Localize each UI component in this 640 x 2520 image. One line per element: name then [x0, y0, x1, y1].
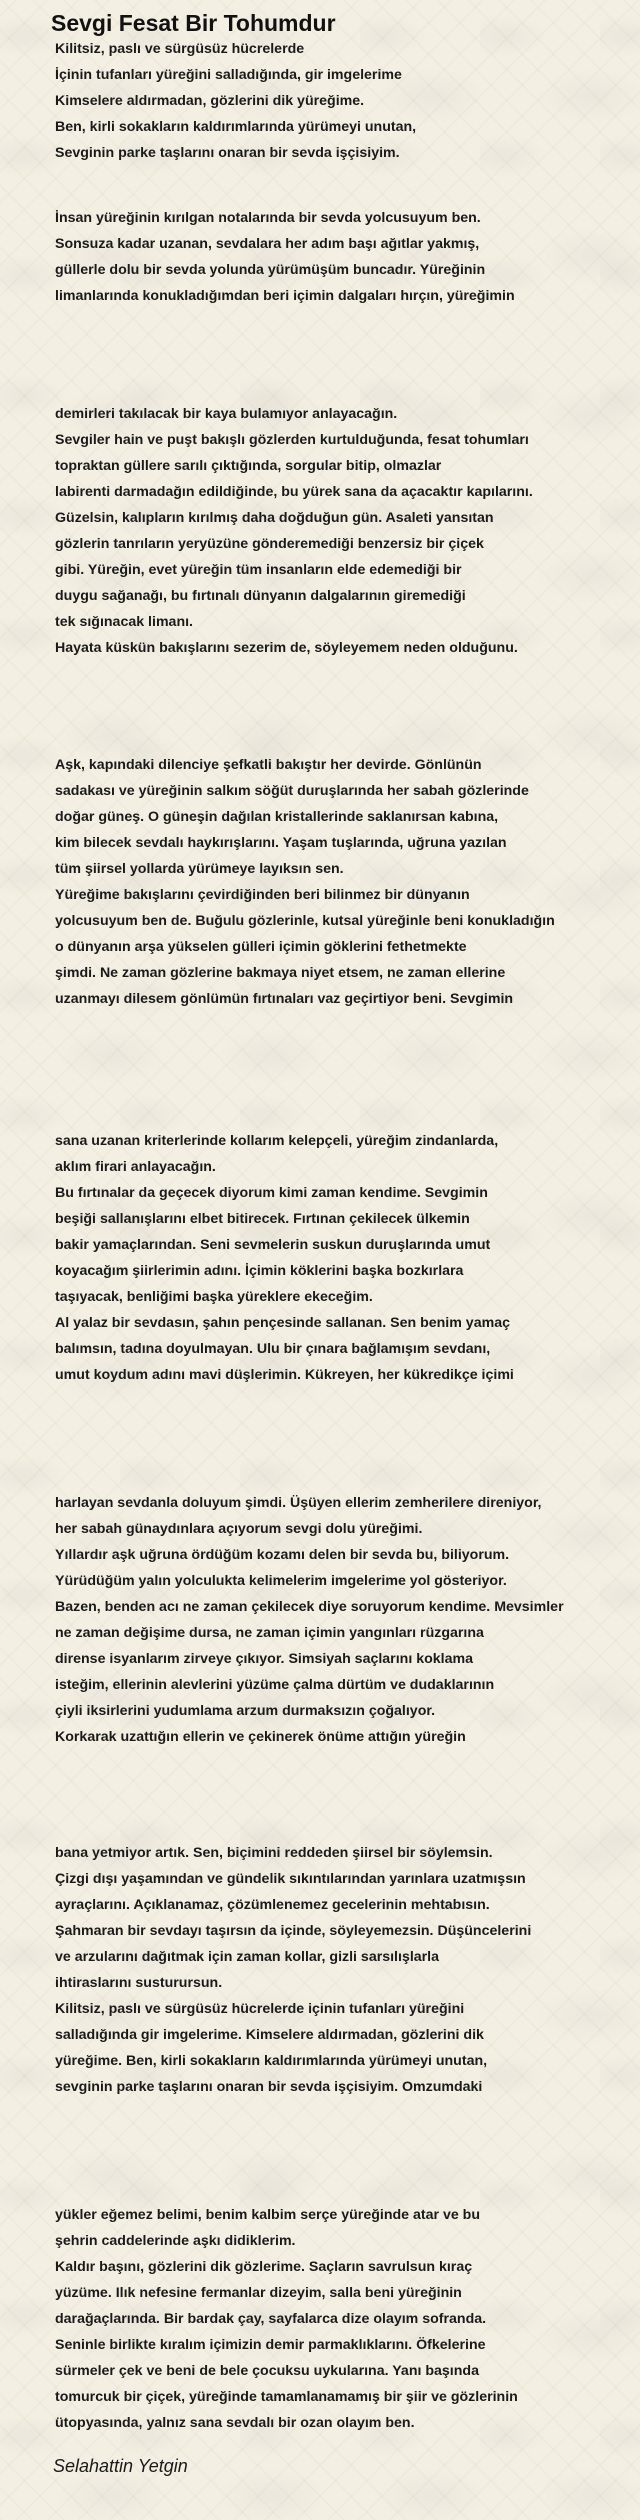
poem-line: Şahmaran bir sevdayı taşırsın da içinde, söyleyemezsin. Düşüncelerini	[55, 1923, 532, 1939]
poem-line: Kaldır başını, gözlerini dik gözlerime. Saçların savrulsun kıraç	[55, 2259, 473, 2275]
poem-line: gibi. Yüreğin, evet yüreğin tüm insanların elde edemediği bir	[55, 562, 462, 578]
poem-line: çiyli iksirlerini yudumlama arzum durmaksızın çoğalıyor.	[55, 1703, 436, 1719]
stanza-1	[55, 36, 416, 166]
poem-line: topraktan güllere sarılı çıktığında, sorgular bitip, olmazlar	[55, 458, 442, 474]
poem-line: limanlarında konukladığımdan beri içimin dalgaları hırçın, yüreğimin	[55, 288, 515, 304]
poem-line: ihtiraslarını susturursun.	[55, 1975, 223, 1991]
stanza-5	[55, 1128, 514, 1388]
stanza-8	[55, 2202, 518, 2436]
poem-line: koyacağım şiirlerimin adını. İçimin köklerini başka bozkırlara	[55, 1263, 464, 1279]
poem-line: sürmeler çek ve beni de bele çocuksu uykularına. Yanı başında	[55, 2363, 479, 2379]
poem-line: doğar güneş. O güneşin dağılan kristallerinde saklanırsan kabına,	[55, 809, 499, 825]
poem-line: Kilitsiz, paslı ve sürgüsüz hücrelerde içinin tufanları yüreğini	[55, 2001, 465, 2017]
poem-line: tüm şiirsel yollarda yürümeye layıksın sen.	[55, 861, 344, 877]
poem-line: ve arzularını dağıtmak için zaman kollar, gizli sarsılışlarla	[55, 1949, 440, 1965]
poem-line: yüzüme. Ilık nefesine fermanlar dizeyim, salla beni yüreğinin	[55, 2285, 462, 2301]
poem-line: duygu sağanağı, bu fırtınalı dünyanın dalgalarının giremediği	[55, 588, 466, 604]
stanza-2	[55, 205, 515, 309]
poem-line: umut koydum adını mavi düşlerimin. Kükreyen, her kükredikçe içimi	[55, 1367, 514, 1383]
poem-line: sadakası ve yüreğinin salkım söğüt duruşlarında her sabah gözlerinde	[55, 783, 529, 799]
poem-line: dirense isyanlarım zirveye çıkıyor. Simsiyah saçlarını koklama	[55, 1651, 473, 1667]
poem-line: Kilitsiz, paslı ve sürgüsüz hücrelerde	[55, 41, 305, 57]
poem-line: yükler eğemez belimi, benim kalbim serçe yüreğinde atar ve bu	[55, 2207, 481, 2223]
poem-line: darağaçlarında. Bir bardak çay, sayfalarca dize olayım sofranda.	[55, 2311, 487, 2327]
poem-line: Aşk, kapındaki dilenciye şefkatli bakıştır her devirde. Gönlünün	[55, 757, 482, 773]
poem-line: her sabah günaydınlara açıyorum sevgi dolu yüreğimi.	[55, 1521, 423, 1537]
poem-line: Sevginin parke taşlarını onaran bir sevda işçisiyim.	[55, 145, 400, 161]
poem-line: ayraçlarını. Açıklanamaz, çözümlenemez gecelerinin mehtabısın.	[55, 1897, 490, 1913]
poem-line: şimdi. Ne zaman gözlerine bakmaya niyet etsem, ne zaman ellerine	[55, 965, 506, 981]
poem-line: İçinin tufanları yüreğini salladığında, gir imgelerime	[55, 67, 402, 83]
poem-line: Güzelsin, kalıpların kırılmış daha doğduğun gün. Asaleti yansıtan	[55, 510, 494, 526]
poem-line: Hayata küskün bakışlarını sezerim de, söyleyemem neden olduğunu.	[55, 640, 518, 656]
stanza-4	[55, 752, 555, 1012]
poem-line: harlayan sevdanla doluyum şimdi. Üşüyen ellerim zemherilere direniyor,	[55, 1495, 542, 1511]
poem-line: güllerle dolu bir sevda yolunda yürümüşüm buncadır. Yüreğinin	[55, 262, 486, 278]
poem-line: Sonsuza kadar uzanan, sevdalara her adım başı ağıtlar yakmış,	[55, 236, 480, 252]
poem-line: Bu fırtınalar da geçecek diyorum kimi zaman kendime. Sevgimin	[55, 1185, 488, 1201]
poem-line: bakir yamaçlarından. Seni sevmelerin suskun duruşlarında umut	[55, 1237, 491, 1253]
poem-line: Bazen, benden acı ne zaman çekilecek diye soruyorum kendime. Mevsimler	[55, 1599, 564, 1615]
poem-line: Çizgi dışı yaşamından ve gündelik sıkıntılarından yarınlara uzatmışsın	[55, 1871, 526, 1887]
poem-author: Selahattin Yetgin	[53, 2456, 188, 2476]
stanza-3	[55, 401, 533, 661]
poem-line: Seninle birlikte kıralım içimizin demir parmaklıklarını. Öfkelerine	[55, 2337, 486, 2353]
poem-title: Sevgi Fesat Bir Tohumdur	[51, 10, 336, 36]
poem-line: balımsın, tadına doyulmayan. Ulu bir çınara bağlamışım sevdanı,	[55, 1341, 491, 1357]
poem-line: sana uzanan kriterlerinde kollarım kelepçeli, yüreğim zindanlarda,	[55, 1133, 499, 1149]
poem-line: İnsan yüreğinin kırılgan notalarında bir sevda yolcusuyum ben.	[55, 210, 481, 226]
poem-line: kim bilecek sevdalı haykırışlarını. Yaşam tuşlarında, uğruna yazılan	[55, 835, 507, 851]
poem-line: Yıllardır aşk uğruna ördüğüm kozamı delen bir sevda bu, biliyorum.	[55, 1547, 510, 1563]
poem-line: labirenti darmadağın edildiğinde, bu yürek sana da açacaktır kapılarını.	[55, 484, 533, 500]
poem-line: Kimselere aldırmadan, gözlerini dik yüreğime.	[55, 93, 365, 109]
poem-line: bana yetmiyor artık. Sen, biçimini reddeden şiirsel bir söylemsin.	[55, 1845, 493, 1861]
poem-line: beşiği sallanışlarını elbet bitirecek. Fırtınan çekilecek ülkemin	[55, 1211, 470, 1227]
poem-line: Sevgiler hain ve puşt bakışlı gözlerden kurtulduğunda, fesat tohumları	[55, 432, 529, 448]
poem-line: yolcusuyum ben de. Buğulu gözlerinle, kutsal yüreğinle beni konukladığın	[55, 913, 555, 929]
poem-line: o dünyanın arşa yükselen gülleri içimin göklerini fethetmekte	[55, 939, 467, 955]
poem-line: isteğim, ellerinin alevlerini yüzüme çalma dürtüm ve dudaklarının	[55, 1677, 495, 1693]
poem-line: Yüreğime bakışlarını çevirdiğinden beri bilinmez bir dünyanın	[55, 887, 470, 903]
poem-line: Korkarak uzattığın ellerin ve çekinerek önüme attığın yüreğin	[55, 1729, 466, 1745]
poem-line: uzanmayı dilesem gönlümün fırtınaları vaz geçirtiyor beni. Sevgimin	[55, 991, 514, 1007]
poem-line: tomurcuk bir çiçek, yüreğinde tamamlanamamış bir şiir ve gözlerinin	[55, 2389, 518, 2405]
poem-line: Al yalaz bir sevdasın, şahın pençesinde sallanan. Sen benim yamaç	[55, 1315, 510, 1331]
poem-line: Ben, kirli sokakların kaldırımlarında yürümeyi unutan,	[55, 119, 417, 135]
poem-line: ütopyasında, yalnız sana sevdalı bir ozan olayım ben.	[55, 2415, 415, 2431]
poem-line: şehrin caddelerinde aşkı didiklerim.	[55, 2233, 296, 2249]
stanza-6	[55, 1490, 564, 1750]
poem-line: demirleri takılacak bir kaya bulamıyor anlayacağın.	[55, 406, 398, 422]
poem-line: sevginin parke taşlarını onaran bir sevda işçisiyim. Omzumdaki	[55, 2079, 483, 2095]
poem-line: Yürüdüğüm yalın yolculukta kelimelerim imgelerime yol gösteriyor.	[55, 1573, 507, 1589]
poem-line: gözlerin tanrıların yeryüzüne gönderemediği benzersiz bir çiçek	[55, 536, 484, 552]
poem-line: ne zaman değişime dursa, ne zaman içimin yangınları rüzgarına	[55, 1625, 484, 1641]
poem-line: salladığında gir imgelerime. Kimselere aldırmadan, gözlerini dik	[55, 2027, 484, 2043]
poem-line: aklım firari anlayacağın.	[55, 1159, 216, 1175]
poem-line: taşıyacak, benliğimi başka yüreklere ekeceğim.	[55, 1289, 373, 1305]
poem-line: yüreğime. Ben, kirli sokakların kaldırımlarında yürümeyi unutan,	[55, 2053, 488, 2069]
stanza-7	[55, 1840, 531, 2100]
poem-line: tek sığınacak limanı.	[55, 614, 193, 630]
